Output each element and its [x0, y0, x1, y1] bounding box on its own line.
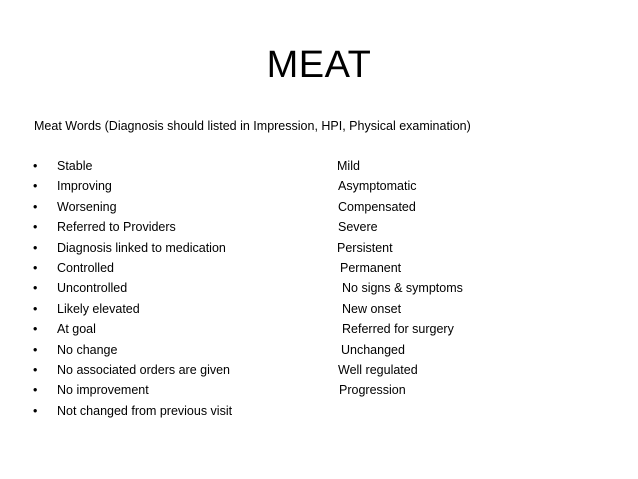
list-item	[0, 156, 638, 176]
left-word: No improvement	[57, 383, 149, 398]
list-item	[0, 401, 638, 421]
right-word: Mild	[337, 159, 360, 173]
left-word: At goal	[57, 322, 96, 337]
right-word: Well regulated	[338, 362, 418, 377]
list-item	[0, 360, 638, 380]
bullet-icon: •	[33, 322, 38, 337]
bullet-icon: •	[33, 342, 38, 357]
list-item	[0, 176, 638, 196]
slide-title: MEAT	[266, 44, 372, 86]
bullet-icon: •	[33, 301, 38, 316]
list-item	[0, 238, 638, 258]
bullet-icon: •	[33, 199, 38, 214]
bullet-icon: •	[33, 362, 38, 377]
bullet-icon: •	[33, 240, 38, 255]
right-word: Compensated	[338, 199, 416, 214]
left-word: Controlled	[57, 260, 114, 275]
bullet-icon: •	[33, 403, 38, 418]
list-item	[0, 278, 638, 298]
right-word: Unchanged	[341, 342, 405, 357]
right-word: No signs & symptoms	[342, 281, 463, 296]
right-word: New onset	[342, 301, 402, 316]
left-word: Not changed from previous visit	[57, 403, 233, 418]
left-word: Likely elevated	[57, 301, 140, 316]
list-item	[0, 258, 638, 278]
left-word: Improving	[57, 179, 112, 194]
right-word: Permanent	[340, 260, 402, 275]
left-word: Worsening	[57, 199, 117, 214]
bullet-icon: •	[33, 220, 38, 235]
list-item	[0, 217, 638, 237]
left-word: No change	[57, 342, 118, 357]
right-word: Asymptomatic	[338, 179, 417, 194]
left-word: Uncontrolled	[57, 281, 128, 296]
bullet-icon: •	[33, 179, 38, 194]
right-word: Referred for surgery	[342, 322, 454, 337]
left-word: Referred to Providers	[57, 220, 176, 235]
bullet-icon: •	[33, 159, 38, 173]
meat-word-list	[0, 156, 638, 421]
bullet-icon: •	[33, 260, 38, 275]
right-word: Severe	[338, 220, 378, 235]
list-item	[0, 319, 638, 339]
bullet-icon: •	[33, 383, 38, 398]
left-word: No associated orders are given	[57, 362, 231, 377]
list-item	[0, 197, 638, 217]
right-word: Persistent	[337, 240, 393, 255]
bullet-icon: •	[33, 281, 38, 296]
left-word: Diagnosis linked to medication	[57, 240, 226, 255]
slide-subtitle: Meat Words (Diagnosis should listed in Impression, HPI, Physical examination)	[34, 119, 471, 133]
left-word: Stable	[57, 159, 93, 173]
list-item	[0, 299, 638, 319]
list-item	[0, 380, 638, 400]
list-item	[0, 340, 638, 360]
right-word: Progression	[339, 383, 406, 398]
